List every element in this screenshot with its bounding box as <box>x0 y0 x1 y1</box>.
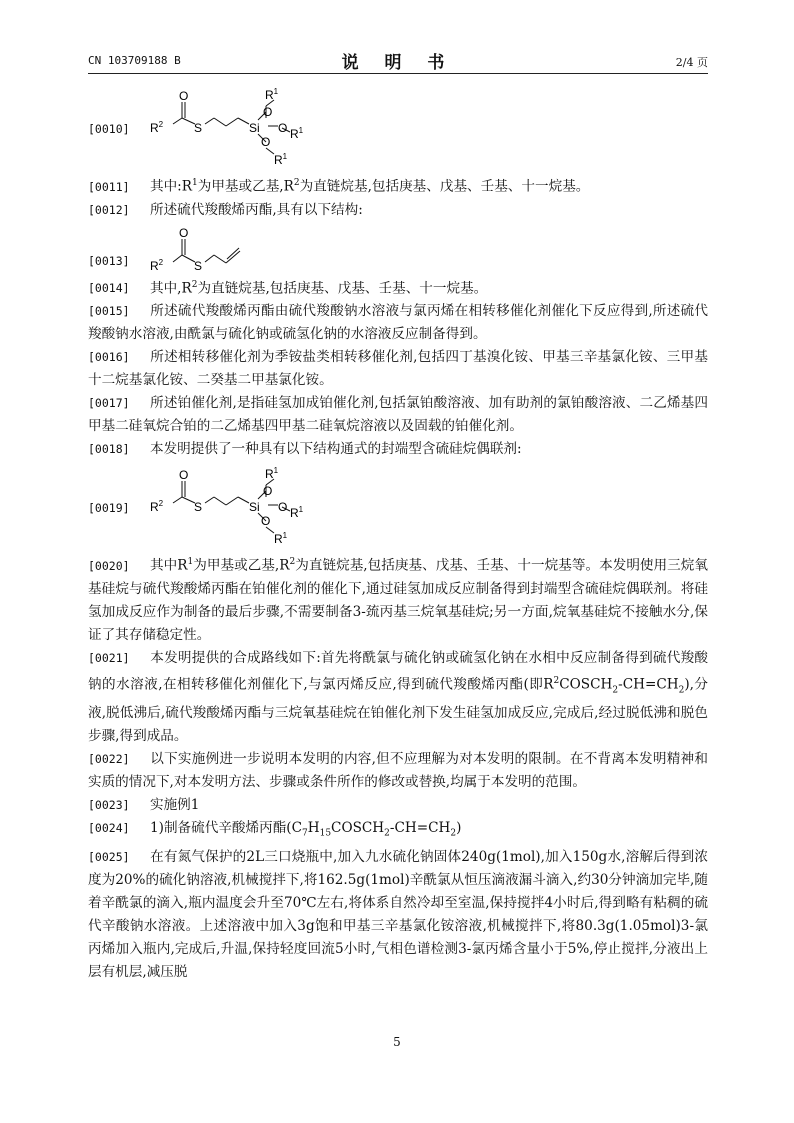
formula-block-allyl <box>88 222 708 274</box>
oxygen-label-top: O <box>263 105 273 119</box>
paragraph-number: [0012] <box>88 202 130 217</box>
paragraph-number: [0016] <box>88 350 130 365</box>
sulfur-label: S <box>194 121 203 135</box>
patent-number: CN 103709188 B <box>88 54 181 67</box>
paragraph-number: [0025] <box>88 849 130 864</box>
text-segment: 15 <box>319 828 332 839</box>
carbonyl-oxygen-label: O <box>179 89 189 103</box>
page-number: 5 <box>393 1035 401 1049</box>
text-segment: 所述铂催化剂,是指硅氢加成铂催化剂,包括氯铂酸溶液、加有助剂的氯铂酸溶液、二乙烯基四甲基二硅氧烷合铂的二乙烯基四甲基二硅氧烷溶液以及固载的铂催化剂。 <box>88 395 708 435</box>
text-segment: 1)制备硫代辛酸烯丙酯(C <box>150 819 302 836</box>
text-segment: 为直链烷基,包括庚基、戊基、壬基、十一烷基。 <box>299 178 590 195</box>
paragraph-number: [0022] <box>88 751 130 766</box>
r2-label: $R^2$ <box>150 499 164 515</box>
page-indicator: 2/4 页 <box>675 56 708 69</box>
carbonyl-oxygen-label: O <box>179 225 189 240</box>
text-segment: 2 <box>553 675 560 686</box>
carbonyl-oxygen-label: O <box>179 468 189 483</box>
allyl-structure-diagram <box>150 222 290 274</box>
text-segment: 2 <box>678 684 685 695</box>
text-segment: 其中R <box>150 557 188 574</box>
paragraph-number: [0017] <box>88 396 130 411</box>
text-segment: 2 <box>450 828 457 839</box>
paragraph-number: [0020] <box>88 558 130 573</box>
text-segment: COSCH <box>559 676 613 693</box>
text-segment: -CH=CH <box>618 676 679 693</box>
text-segment: 所述硫代羧酸烯丙酯,具有以下结构: <box>150 201 363 218</box>
paragraph-number: [0019] <box>88 501 130 516</box>
r1-label-right: $R^1$ <box>290 505 304 521</box>
text-segment: ),分液,脱低沸后,硫代羧酸烯丙酯与三烷氧基硅烷在铂催化剂下发生硅氢加成反应,完成后,经过脱低沸和脱色步骤,得到成品。 <box>88 676 709 744</box>
paragraph-number: [0018] <box>88 442 130 457</box>
text-segment: 2 <box>191 279 198 290</box>
header-rule <box>88 73 708 74</box>
paragraph-number: [0021] <box>88 650 130 665</box>
paragraph <box>88 817 708 846</box>
text-segment: H <box>307 819 320 836</box>
text-segment: 以下实施例进一步说明本发明的内容,但不应理解为对本发明的限制。在不背离本发明精神和实质的情况下,对本发明方法、步骤或条件所作的修改或替换,均属于本发明的范围。 <box>88 750 708 790</box>
r2-label: $R^2$ <box>150 120 164 135</box>
oxygen-label-top: O <box>263 484 273 499</box>
paragraph-number: [0014] <box>88 281 130 296</box>
paragraph <box>88 274 708 301</box>
text-segment: 本发明提供了一种具有以下结构通式的封端型含硫硅烷偶联剂: <box>150 441 522 458</box>
document-title: 说 明 书 <box>341 53 455 73</box>
sulfur-label: S <box>194 500 203 515</box>
text-segment: 2 <box>612 684 619 695</box>
sulfur-label: S <box>194 258 203 273</box>
paragraph-number: [0023] <box>88 797 130 812</box>
text-segment: 2 <box>384 828 390 839</box>
paragraph <box>88 551 708 647</box>
paragraph <box>88 199 708 222</box>
r1-label-top: $R^1$ <box>265 87 279 102</box>
paragraph <box>88 300 708 346</box>
r1-label-right: $R^1$ <box>290 126 304 141</box>
document-body <box>88 82 708 984</box>
text-segment: 2 <box>293 178 300 188</box>
text-segment: 7 <box>302 828 308 839</box>
text-segment: 1 <box>187 557 194 568</box>
text-segment: ) <box>456 819 462 836</box>
r2-label: $R^2$ <box>150 257 164 273</box>
text-segment: 所述硫代羧酸烯丙酯由硫代羧酸钠水溶液与氯丙烯在相转移催化剂催化下反应得到,所述硫代羧酸钠水溶液,由酰氯与硫化钠或硫氢化钠的水溶液反应制备得到。 <box>88 303 708 343</box>
paragraph-number: [0013] <box>88 253 130 268</box>
formula-block-silane <box>88 461 708 551</box>
text-segment: -CH=CH <box>389 819 451 836</box>
paragraph <box>88 346 708 392</box>
paragraph <box>88 846 708 984</box>
page-header <box>88 48 708 73</box>
paragraph <box>88 794 708 817</box>
text-segment: 为直链烷基,包括庚基、戊基、壬基、十一烷基等。本发明使用三烷氧基硅烷与硫代羧酸烯丙酯在铂催化剂的催化下,通过硅氢加成反应制备得到封端型含硫硅烷偶联剂。将硅氢加成反应作为制备的最后步骤,不需要制备3-巯丙基三烷氧基硅烷;另一方面,烷氧基硅烷不接触水分,保证了其存储稳定性。 <box>88 557 708 643</box>
silane-structure-diagram <box>150 461 350 551</box>
text-segment: 其中:R <box>150 178 193 195</box>
paragraph <box>88 392 708 438</box>
text-segment: 在有氮气保护的2L三口烧瓶中,加入九水硫化钠固体240g(1mol),加入150g水,溶解后得到浓度为20%的硫化钠溶液,机械搅拌下,将162.5g(1mol)辛酰氯从恒压滴液漏斗滴入,约30分钟滴加完毕,随着辛酰氯的滴入,瓶内温度会升至70℃左右,将体系自然冷却至室温,保持搅拌4小时后,得到略有粘稠的硫代辛酸钠水溶液。上述溶液中加入3g饱和甲基三辛基氯化铵溶液,机械搅拌下,将80.3g(1.05mol)3-氯丙烯加入瓶内,完成后,升温,保持轻度回流5小时,气相色谱检测3-氯丙烯含量小于5%,停止搅拌,分液出上层有机层,减压脱 <box>88 848 708 980</box>
paragraph-number: [0010] <box>88 122 130 136</box>
text-segment: 所述相转移催化剂为季铵盐类相转移催化剂,包括四丁基溴化铵、甲基三辛基氯化铵、三甲基十二烷基氯化铵、二癸基二甲基氯化铵。 <box>88 349 708 389</box>
paragraph-number: [0024] <box>88 820 130 835</box>
text-segment: 为甲基或乙基,R <box>193 557 290 574</box>
r1-label-bottom: $R^1$ <box>274 531 288 547</box>
formula-block-silane <box>88 82 708 172</box>
paragraph <box>88 647 708 748</box>
silane-structure-diagram <box>150 82 350 172</box>
oxygen-label-bottom: O <box>261 135 271 149</box>
silicon-label: Si <box>249 500 260 515</box>
text-segment: 为甲基或乙基,R <box>197 178 294 195</box>
oxygen-label-right: O <box>278 121 288 135</box>
paragraph <box>88 172 708 199</box>
text-segment: 本发明提供的合成路线如下:首先将酰氯与硫化钠或硫氢化钠在水相中反应制备得到硫代羧酸钠的水溶液,在相转移催化剂催化下,与氯丙烯反应,得到硫代羧酸烯丙酯(即R <box>88 649 708 693</box>
r1-label-bottom: $R^1$ <box>274 152 288 167</box>
text-segment: 为直链烷基,包括庚基、戊基、壬基、十一烷基。 <box>197 280 488 297</box>
text-segment: COSCH <box>331 819 385 836</box>
paragraph <box>88 748 708 794</box>
paragraph-number: [0015] <box>88 304 130 319</box>
text-segment: 1 <box>192 178 198 188</box>
paragraph-number: [0011] <box>88 179 130 194</box>
text-segment: 实施例1 <box>150 796 200 813</box>
paragraph <box>88 438 708 461</box>
silicon-label: Si <box>249 121 260 135</box>
oxygen-label-bottom: O <box>261 514 271 529</box>
oxygen-label-right: O <box>278 500 288 515</box>
r1-label-top: $R^1$ <box>265 466 279 482</box>
text-segment: 2 <box>289 557 296 568</box>
text-segment: 其中,R <box>150 280 192 297</box>
